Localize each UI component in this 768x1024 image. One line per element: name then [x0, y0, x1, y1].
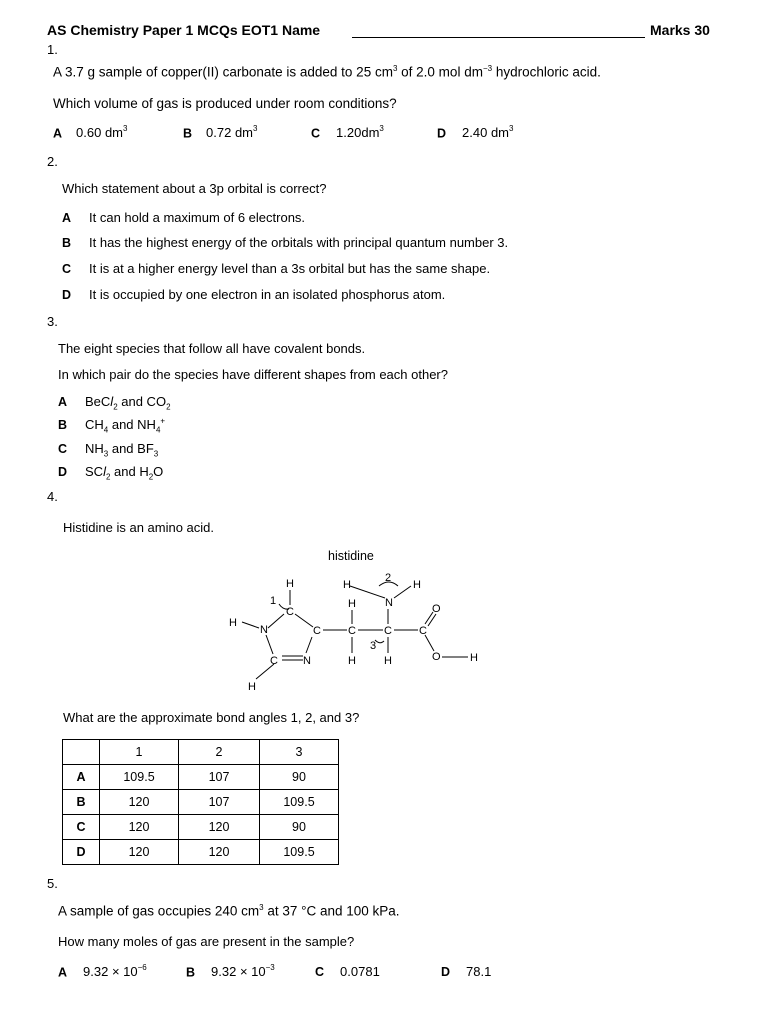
q2-option-b[interactable]: B It has the highest energy of the orbitals with principal quantum number 3. [62, 235, 509, 250]
atom-h-hydroxyl: H [470, 652, 478, 664]
q5-option-a[interactable]: A $9.32 \times 10^{-6}$ [58, 963, 147, 980]
atom-c-ring-right: C [313, 625, 321, 637]
atom-c-alpha: C [384, 625, 392, 637]
table-row[interactable] [63, 840, 339, 865]
table-cell: C [63, 815, 100, 840]
q2-option-a[interactable]: A It can hold a maximum of 6 electrons. [62, 210, 306, 225]
table-header-cell: 3 [260, 740, 339, 765]
table-cell: B [63, 790, 100, 815]
q1-number: 1. [47, 42, 58, 57]
q3-option-b[interactable]: B $CH_4$ and $NH_4^+$ [58, 416, 166, 435]
table-cell: 107 [179, 765, 260, 790]
name-line [352, 37, 645, 38]
atom-n-amine: N [385, 597, 393, 609]
q5-option-d[interactable]: D 78.1 [441, 964, 492, 979]
q5-option-c[interactable]: C 0.0781 [315, 964, 380, 979]
diagram-title: histidine [328, 549, 374, 563]
table-cell: 120 [179, 815, 260, 840]
atom-o-double: O [432, 603, 441, 615]
q3-number: 3. [47, 314, 58, 329]
table-cell: 109.5 [260, 790, 339, 815]
q1-option-c[interactable]: C $1.20dm^3$ [311, 124, 384, 141]
table-cell: 107 [179, 790, 260, 815]
atom-h-alpha: H [384, 655, 392, 667]
angle-label-2: 2 [385, 572, 392, 584]
table-cell: 120 [100, 790, 179, 815]
table-row[interactable] [63, 765, 339, 790]
q4-intro: Histidine is an amino acid. [63, 520, 215, 535]
q5-number: 5. [47, 876, 58, 891]
atom-c-ring-top: C [286, 606, 294, 618]
page-title: AS Chemistry Paper 1 MCQs EOT1 Name [47, 22, 321, 38]
bond-angle-table [62, 739, 339, 865]
atom-h-bottom: H [248, 681, 256, 693]
atom-h-amine-left: H [343, 579, 351, 591]
q3-intro: The eight species that follow all have covalent bonds. [58, 341, 366, 356]
table-header-row [63, 740, 339, 765]
atom-c-ch2: C [348, 625, 356, 637]
table-cell: 120 [179, 840, 260, 865]
atom-o-hydroxyl: O [432, 651, 441, 663]
q3-option-d[interactable]: D SCl$_2$ and $H_2O$ [58, 464, 164, 482]
atom-h-left: H [229, 617, 237, 629]
q4-number: 4. [47, 489, 58, 504]
angle-label-1: 1 [270, 595, 277, 607]
marks-label: Marks 30 [650, 22, 710, 38]
table-header-cell [63, 740, 100, 765]
table-cell: D [63, 840, 100, 865]
q5-stem: A sample of gas occupies 240 $cm^3$ at 37 °C and 100 kPa. [58, 903, 400, 919]
atom-c-carboxyl: C [419, 625, 427, 637]
atom-h-top: H [286, 578, 294, 590]
q1-stem: A 3.7 g sample of copper(II) carbonate is added to 25 $cm^3$ of 2.0 mol $dm^{-3}$ hydrochloric acid. [53, 64, 601, 80]
table-header-cell: 2 [179, 740, 260, 765]
q2-question: Which statement about a 3p orbital is correct? [62, 181, 327, 196]
table-row[interactable] [63, 790, 339, 815]
q2-number: 2. [47, 154, 58, 169]
atom-h-ch2-bottom: H [348, 655, 356, 667]
table-cell: 109.5 [100, 765, 179, 790]
q3-option-a[interactable]: A BeCl$_2$ and $CO_2$ [58, 394, 171, 412]
table-cell: A [63, 765, 100, 790]
q3-question: In which pair do the species have different shapes from each other? [58, 367, 448, 382]
table-header-cell: 1 [100, 740, 179, 765]
atom-n-ring-bottom: N [303, 655, 311, 667]
q3-option-c[interactable]: C $NH_3$ and $BF_3$ [58, 441, 159, 459]
angle-label-3: 3 [370, 640, 377, 652]
histidine-structure-diagram [0, 540, 768, 700]
atom-c-ring-bottom: C [270, 655, 278, 667]
q1-option-a[interactable]: A 0.60 $dm^3$ [53, 124, 128, 141]
q2-option-c[interactable]: C It is at a higher energy level than a 3s orbital but has the same shape. [62, 261, 491, 276]
table-cell: 90 [260, 815, 339, 840]
table-cell: 120 [100, 815, 179, 840]
table-cell: 109.5 [260, 840, 339, 865]
q1-question: Which volume of gas is produced under room conditions? [53, 96, 397, 111]
atom-h-ch2-top: H [348, 598, 356, 610]
q5-question: How many moles of gas are present in the sample? [58, 934, 355, 949]
table-row[interactable] [63, 815, 339, 840]
q2-option-d[interactable]: D It is occupied by one electron in an isolated phosphorus atom. [62, 287, 446, 302]
atom-h-amine-right: H [413, 579, 421, 591]
q4-question: What are the approximate bond angles 1, 2, and 3? [63, 710, 360, 725]
q5-option-b[interactable]: B $9.32 \times 10^{-3}$ [186, 963, 275, 980]
atom-n-ring-left: N [260, 624, 268, 636]
q1-option-b[interactable]: B 0.72 $dm^3$ [183, 124, 258, 141]
table-cell: 90 [260, 765, 339, 790]
table-cell: 120 [100, 840, 179, 865]
q1-option-d[interactable]: D 2.40 $dm^3$ [437, 124, 514, 141]
